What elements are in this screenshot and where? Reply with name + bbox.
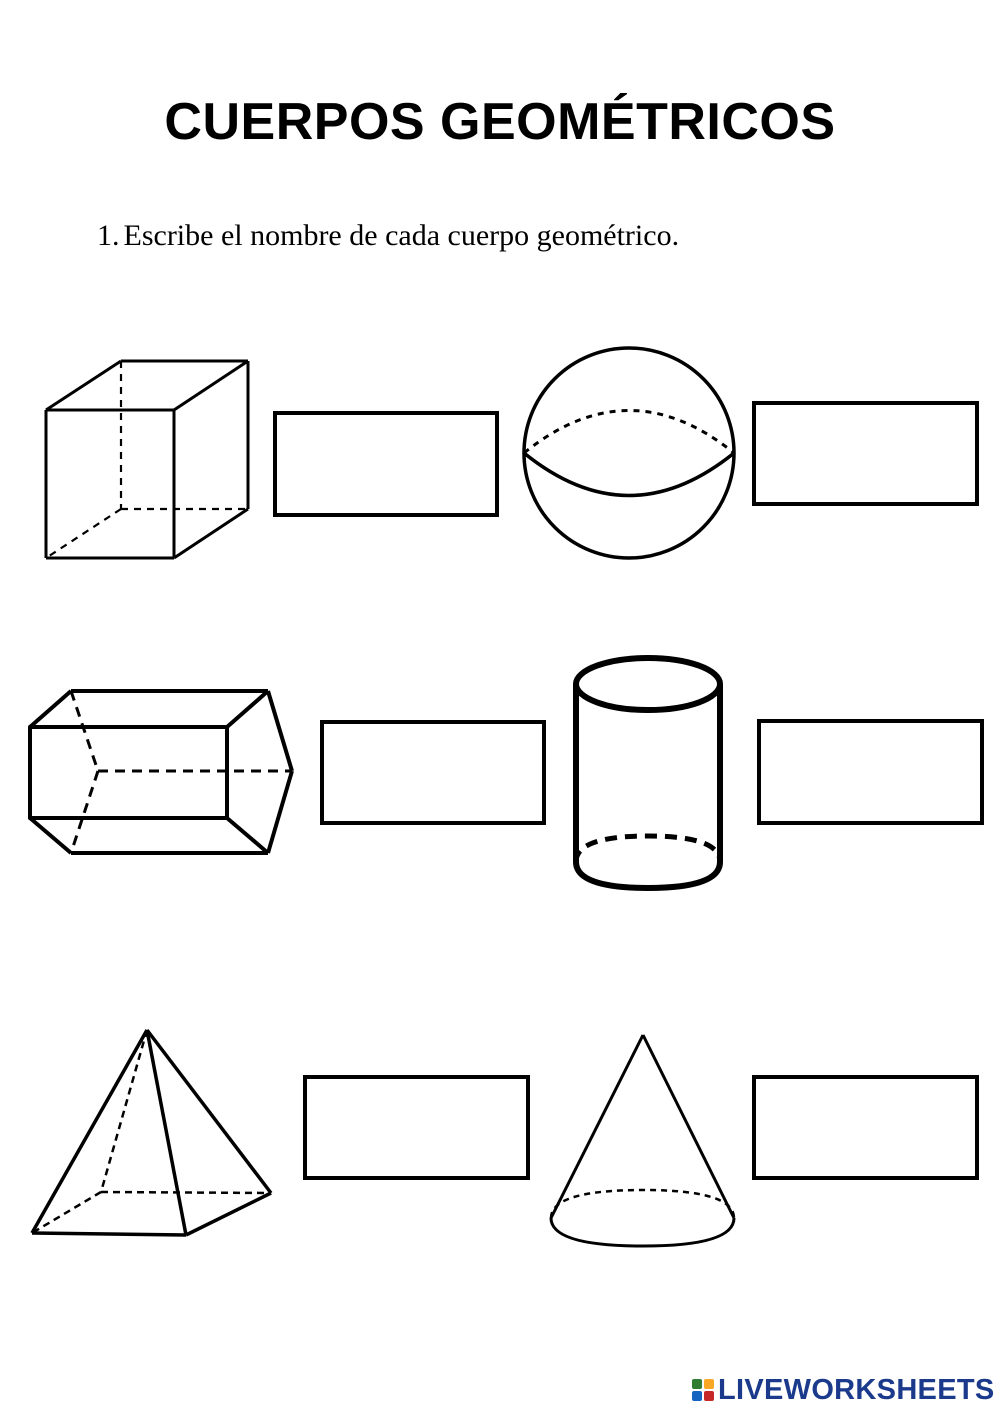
answer-box-sphere[interactable] [752,401,979,506]
cube-figure [40,355,255,565]
answer-box-cylinder[interactable] [757,719,984,825]
instruction-number: 1. [97,219,120,252]
logo-tile-icon [692,1379,702,1389]
liveworksheets-logo-icon [692,1379,714,1401]
cylinder-figure [568,650,730,895]
footer-brand-text: LIVEWORKSHEETS [718,1373,995,1406]
footer-brand[interactable] [692,1374,995,1406]
instruction-text: Escribe el nombre de cada cuerpo geométrico. [123,219,680,252]
instruction [97,219,679,253]
sphere-figure [518,343,740,565]
pentagonal-prism-figure [25,684,300,859]
answer-box-cone[interactable] [752,1075,979,1180]
pyramid-figure [28,1025,276,1240]
logo-tile-icon [704,1391,714,1401]
worksheet-title: CUERPOS GEOMÉTRICOS [164,93,836,151]
logo-tile-icon [704,1379,714,1389]
cone-figure [545,1030,740,1250]
logo-tile-icon [692,1391,702,1401]
answer-box-cube[interactable] [273,411,499,517]
answer-box-pentagonal-prism[interactable] [320,720,546,825]
answer-box-pyramid[interactable] [303,1075,530,1180]
